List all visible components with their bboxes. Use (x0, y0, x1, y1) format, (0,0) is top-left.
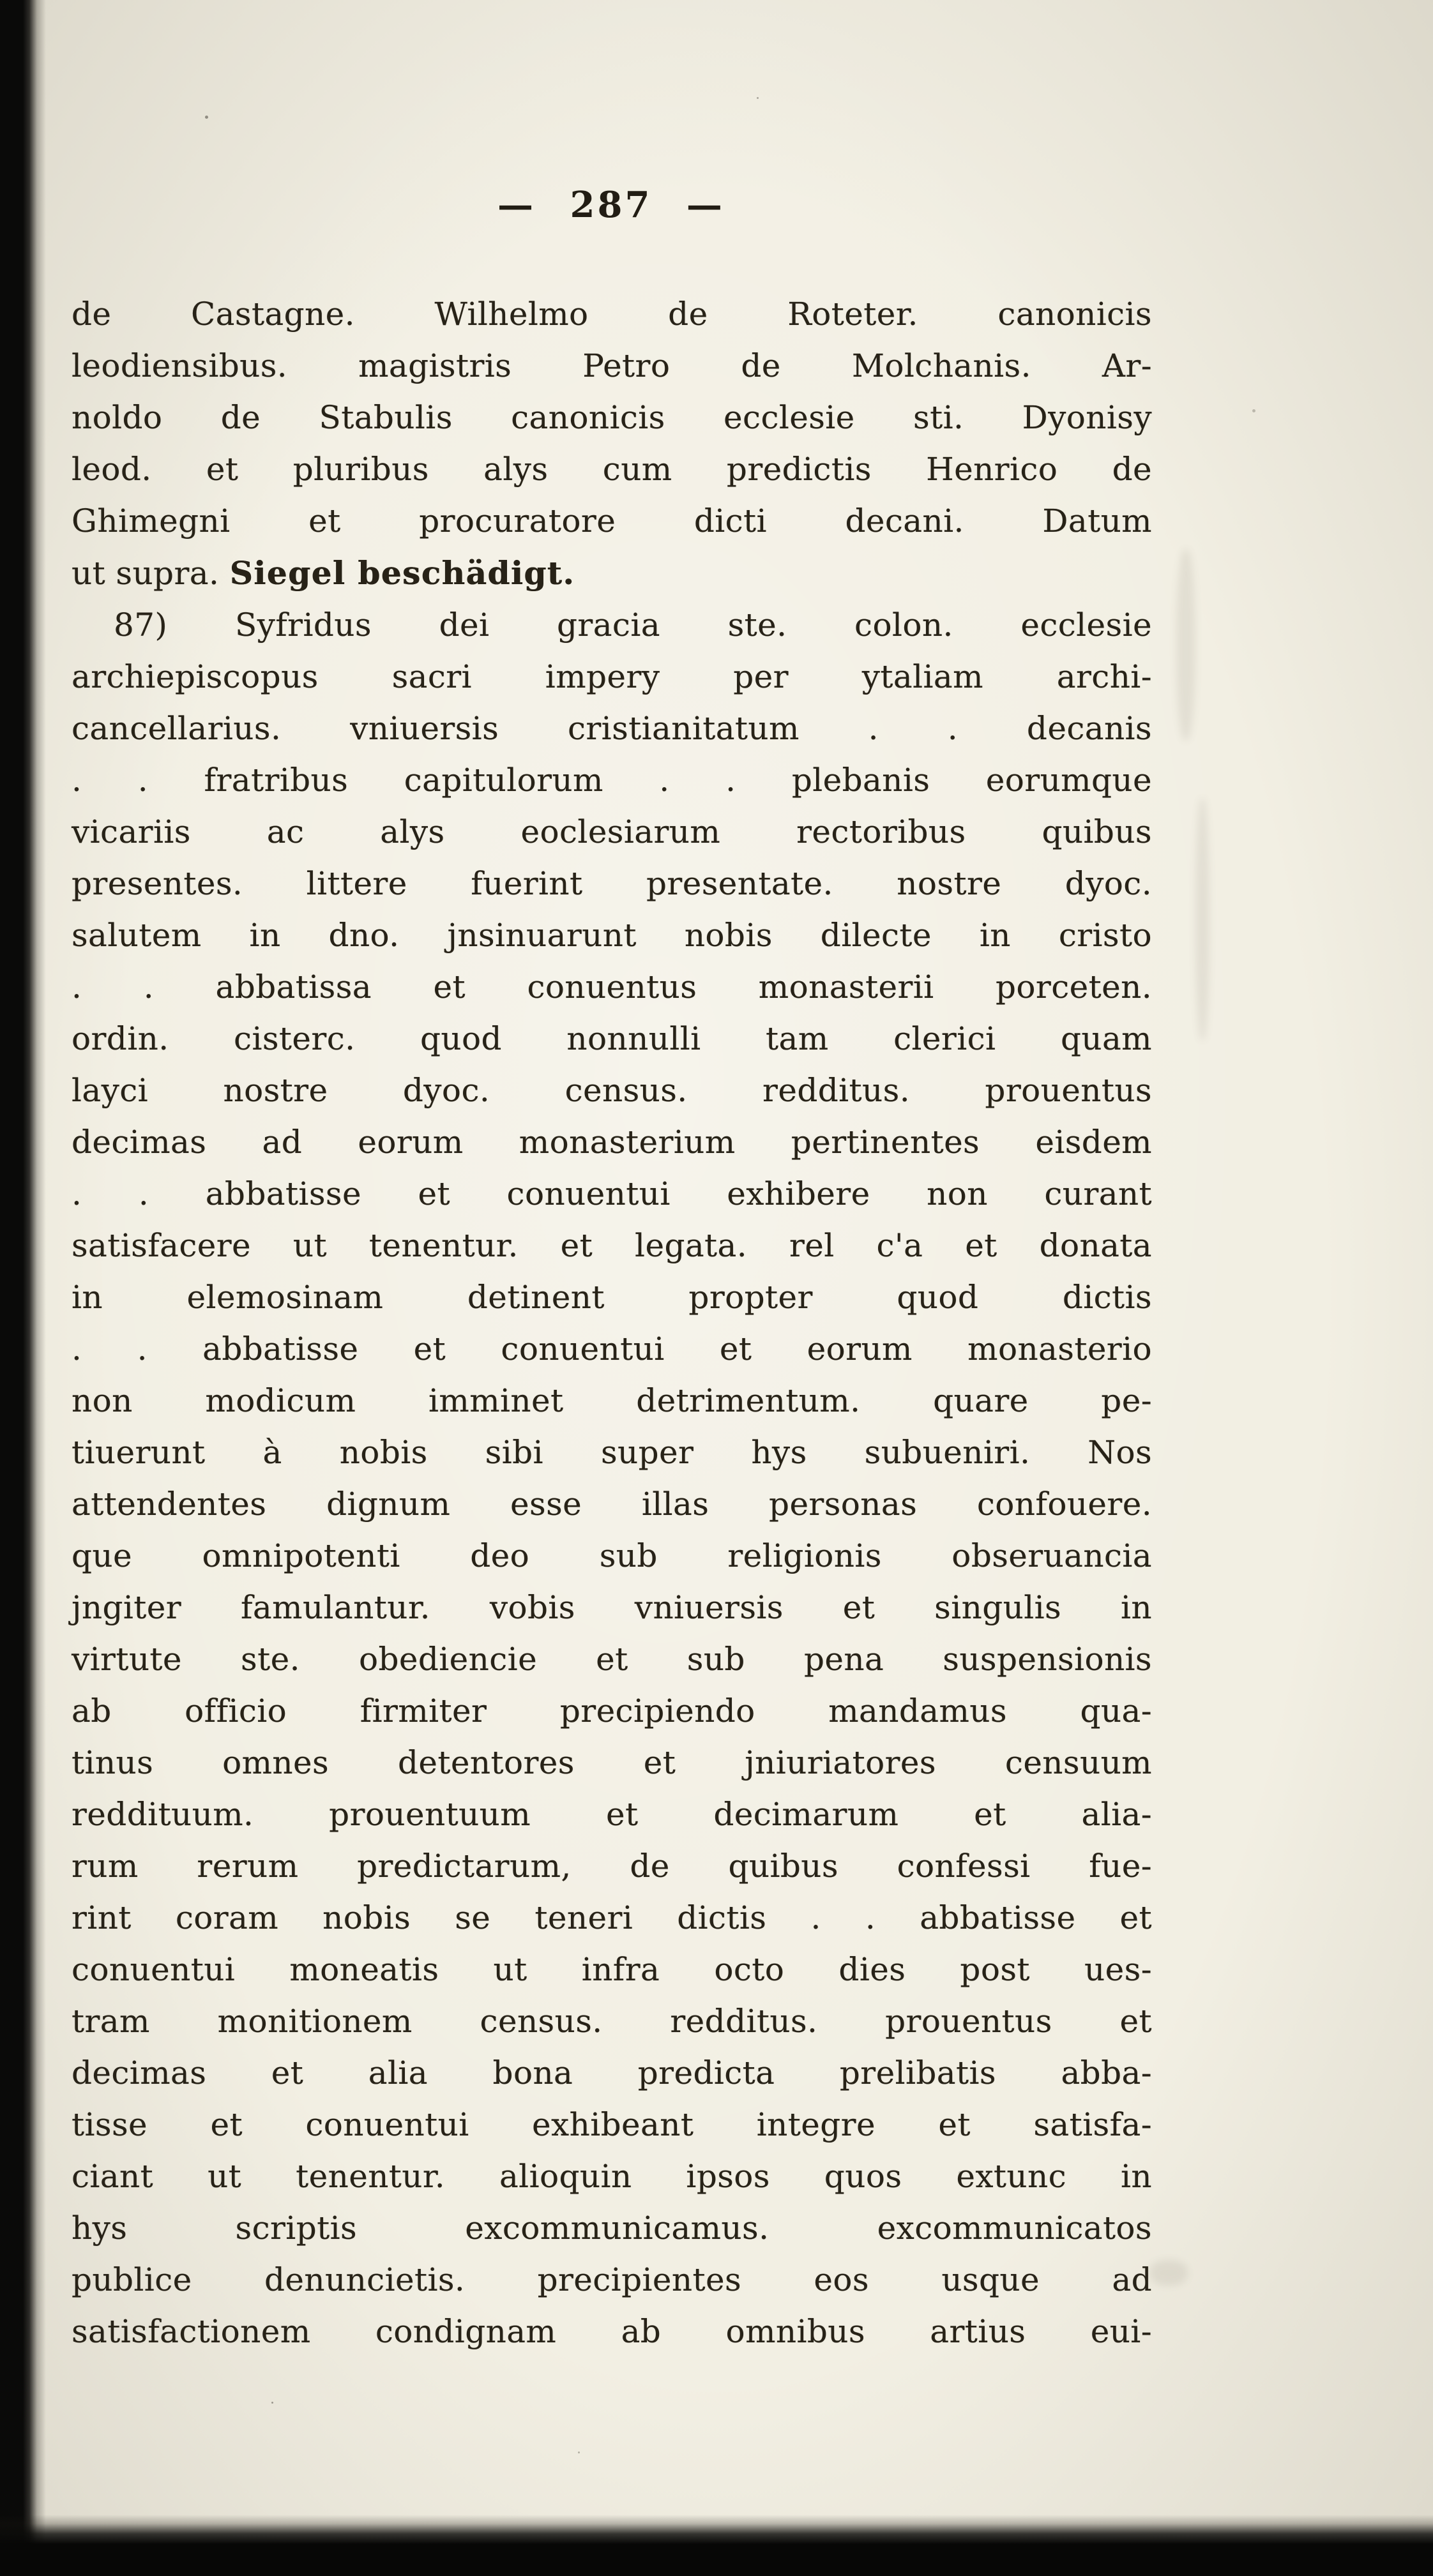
text-line: decimas ad eorum monasterium pertinentes eisdem (72, 1124, 1152, 1161)
text-line: leodiensibus. magistris Petro de Molchanis. Ar- (72, 347, 1152, 384)
text-line: layci nostre dyoc. census. redditus. prouentus (72, 1072, 1152, 1109)
text-line: decimas et alia bona predicta prelibatis abba- (72, 2054, 1152, 2091)
text-line: . . fratribus capitulorum . . plebanis eorumque (72, 762, 1152, 799)
text-line: satisfacere ut tenentur. et legata. rel c'a et donata (72, 1227, 1152, 1264)
page-header (72, 184, 1151, 226)
bleed-through-mark (1149, 2260, 1188, 2286)
text-line: reddituum. prouentuum et decimarum et alia- (72, 1796, 1152, 1833)
text-line: . . abbatisse et conuentui et eorum monasterio (72, 1330, 1152, 1367)
text-line: noldo de Stabulis canonicis ecclesie sti. Dyonisy (72, 399, 1152, 436)
text-line: in elemosinam detinent propter quod dictis (72, 1279, 1152, 1316)
text-line: ciant ut tenentur. alioquin ipsos quos extunc in (72, 2158, 1152, 2195)
text-line: hys scriptis excommunicamus. excommunicatos (72, 2210, 1152, 2247)
text-line: vicariis ac alys eoclesiarum rectoribus quibus (72, 813, 1152, 850)
text-line: virtute ste. obediencie et sub pena suspensionis (72, 1641, 1152, 1678)
fraktur-text: Siegel beschädigt. (229, 554, 575, 592)
text-line: non modicum imminet detrimentum. quare pe- (72, 1382, 1152, 1419)
text-block (72, 289, 1152, 2358)
roman-text: ut supra. (72, 555, 230, 592)
text-line: 87) Syfridus dei gracia ste. colon. ecclesie (114, 606, 1152, 644)
text-line: archiepiscopus sacri impery per ytaliam archi- (72, 658, 1152, 695)
text-line: cancellarius. vniuersis cristianitatum . . decanis (72, 710, 1152, 747)
text-line: attendentes dignum esse illas personas confouere. (72, 1486, 1152, 1523)
text-line: . . abbatissa et conuentus monasterii porceten. (72, 968, 1152, 1006)
text-line: ab officio firmiter precipiendo mandamus qua- (72, 1692, 1152, 1729)
text-line: Ghimegni et procuratore dicti decani. Datum (72, 502, 1152, 539)
text-line: de Castagne. Wilhelmo de Roteter. canonicis (72, 296, 1152, 333)
scan-left-edge (0, 0, 46, 2576)
text-line: conuentui moneatis ut infra octo dies post ues- (72, 1951, 1152, 1988)
text-line: tram monitionem census. redditus. prouentus et (72, 2003, 1152, 2040)
text-line: tisse et conuentui exhibeant integre et satisfa- (72, 2106, 1152, 2143)
text-line: satisfactionem condignam ab omnibus artius eui- (72, 2313, 1152, 2350)
text-line (72, 547, 1152, 599)
text-line: ordin. cisterc. quod nonnulli tam clerici quam (72, 1020, 1152, 1057)
text-line: jngiter famulantur. vobis vniuersis et singulis in (72, 1589, 1152, 1626)
text-line: leod. et pluribus alys cum predictis Henrico de (72, 451, 1152, 488)
text-line: salutem in dno. jnsinuarunt nobis dilecte in cristo (72, 917, 1152, 954)
text-line: que omnipotenti deo sub religionis obseruancia (72, 1537, 1152, 1574)
text-line: tiuerunt à nobis sibi super hys subueniri. Nos (72, 1434, 1152, 1471)
scan-bottom-edge (0, 2515, 1433, 2576)
text-line: . . abbatisse et conuentui exhibere non curant (72, 1175, 1152, 1212)
paper-speckles (0, 0, 2, 2)
text-line: rum rerum predictarum, de quibus confessi fue- (72, 1848, 1152, 1885)
bleed-through-mark (1176, 549, 1195, 741)
text-line: presentes. littere fuerint presentate. nostre dyoc. (72, 865, 1152, 902)
text-line: publice denuncietis. precipientes eos usque ad (72, 2261, 1152, 2298)
text-line: rint coram nobis se teneri dictis . . abbatisse et (72, 1899, 1152, 1936)
bleed-through-mark (1195, 798, 1209, 1041)
text-line: tinus omnes detentores et jniuriatores censuum (72, 1744, 1152, 1781)
page-number: — 287 — (497, 184, 725, 226)
